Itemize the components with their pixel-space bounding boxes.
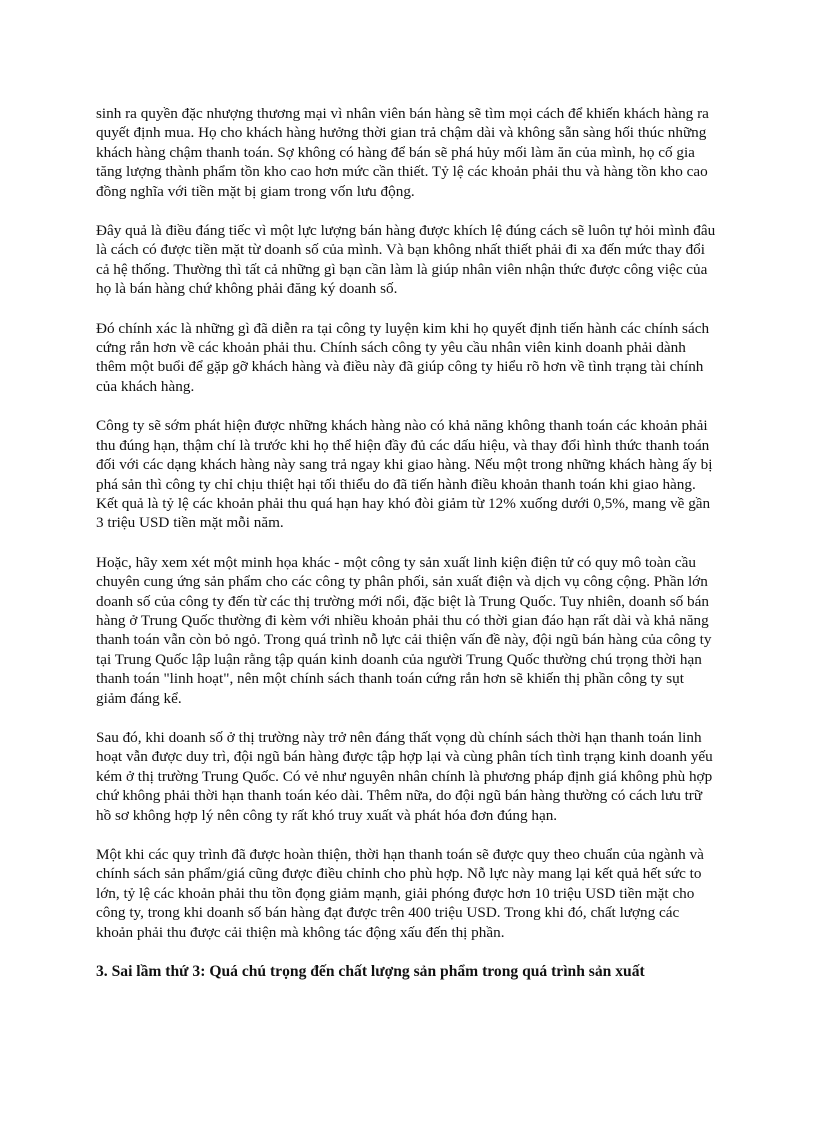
paragraph-5: Hoặc, hãy xem xét một minh họa khác - một công ty sản xuất linh kiện điện tử có quy mô toàn cầu chuyên cung ứng sản phẩm cho các công ty phân phối, sản xuất điện và dịch vụ công cộng. Phần lớn doanh số của công ty đến từ các thị trường mới nổi, đặc biệt là Trung Quốc. Tuy nhiên, doanh số bán hàng ở Trung Quốc thường đi kèm với nhiều khoản phải thu có thời gian đáo hạn rất dài và khả năng thanh toán vẫn còn bỏ ngỏ. Trong quá trình nỗ lực cải thiện vấn đề này, đội ngũ bán hàng của công ty tại Trung Quốc lập luận rằng tập quán kinh doanh của người Trung Quốc thường chú trọng thời hạn thanh toán "linh hoạt", nên một chính sách thanh toán cứng rắn hơn sẽ khiến thị phần công ty sụt giảm đáng kể. <box>96 553 712 707</box>
document-page <box>96 104 718 982</box>
paragraph-6: Sau đó, khi doanh số ở thị trường này trở nên đáng thất vọng dù chính sách thời hạn thanh toán linh hoạt vẫn được duy trì, đội ngũ bán hàng được tập hợp lại và cùng phân tích tình trạng kinh doanh yếu kém ở thị trường Trung Quốc. Có vẻ như nguyên nhân chính là phương pháp định giá không phù hợp chứ không phải thời hạn thanh toán kéo dài. Thêm nữa, do đội ngũ bán hàng thường có cách lưu trữ hồ sơ không hợp lý nên công ty rất khó truy xuất và phát hóa đơn đúng hạn. <box>96 728 713 824</box>
paragraph-2: Đây quả là điều đáng tiếc vì một lực lượng bán hàng được khích lệ đúng cách sẽ luôn tự hỏi mình đâu là cách có được tiền mặt từ doanh số của mình. Và bạn không nhất thiết phải đi xa đến mức thay đổi cả hệ thống. Thường thì tất cả những gì bạn cần làm là giúp nhân viên nhận thức được công việc của họ là bán hàng chứ không phải đăng ký doanh số. <box>96 222 716 298</box>
paragraph-7: Một khi các quy trình đã được hoàn thiện, thời hạn thanh toán sẽ được quy theo chuẩn của ngành và chính sách sản phẩm/giá cũng được điều chỉnh cho phù hợp. Nỗ lực này mang lại kết quả hết sức to lớn, tỷ lệ các khoản phải thu tồn đọng giảm mạnh, giải phóng được hơn 10 triệu USD tiền mặt cho công ty, trong khi doanh số bán hàng đạt được trên 400 triệu USD. Trong khi đó, chất lượng các khoản phải thu được cải thiện mà không tác động xấu đến thị phần. <box>96 846 704 941</box>
section-heading: 3. Sai lầm thứ 3: Quá chú trọng đến chất lượng sản phẩm trong quá trình sản xuất <box>96 963 645 981</box>
paragraph-4: Công ty sẽ sớm phát hiện được những khách hàng nào có khả năng không thanh toán các khoản phải thu đúng hạn, thậm chí là trước khi họ thể hiện đầy đủ các dấu hiệu, và thay đổi hình thức thanh toán đối với các dạng khách hàng này sang trả ngay khi giao hàng. Nếu một trong những khách hàng ấy bị phá sản thì công ty chỉ chịu thiệt hại tối thiểu do đã tiến hành điều khoản thanh toán khi giao hàng. Kết quả là tỷ lệ các khoản phải thu quá hạn hay khó đòi giảm từ 12% xuống dưới 0,5%, mang về gần 3 triệu USD tiền mặt mỗi năm. <box>96 417 713 532</box>
paragraph-3: Đó chính xác là những gì đã diễn ra tại công ty luyện kim khi họ quyết định tiến hành các chính sách cứng rắn hơn về các khoản phải thu. Chính sách công ty yêu cầu nhân viên kinh doanh phải dành thêm một buổi để gặp gỡ khách hàng và điều này đã giúp công ty hiểu rõ hơn về tình trạng tài chính của khách hàng. <box>96 319 710 395</box>
paragraph-1: sinh ra quyền đặc nhượng thương mại vì nhân viên bán hàng sẽ tìm mọi cách để khiến khách hàng ra quyết định mua. Họ cho khách hàng hưởng thời gian trả chậm dài và không sẵn sàng hối thúc những khách hàng chậm thanh toán. Sợ không có hàng để bán sẽ phá hủy mối làm ăn của mình, họ cố gia tăng lượng thành phẩm tồn kho cao hơn mức cần thiết. Tỷ lệ các khoản phải thu và hàng tồn kho cao đồng nghĩa với tiền mặt bị giam trong vốn lưu động. <box>96 105 709 200</box>
